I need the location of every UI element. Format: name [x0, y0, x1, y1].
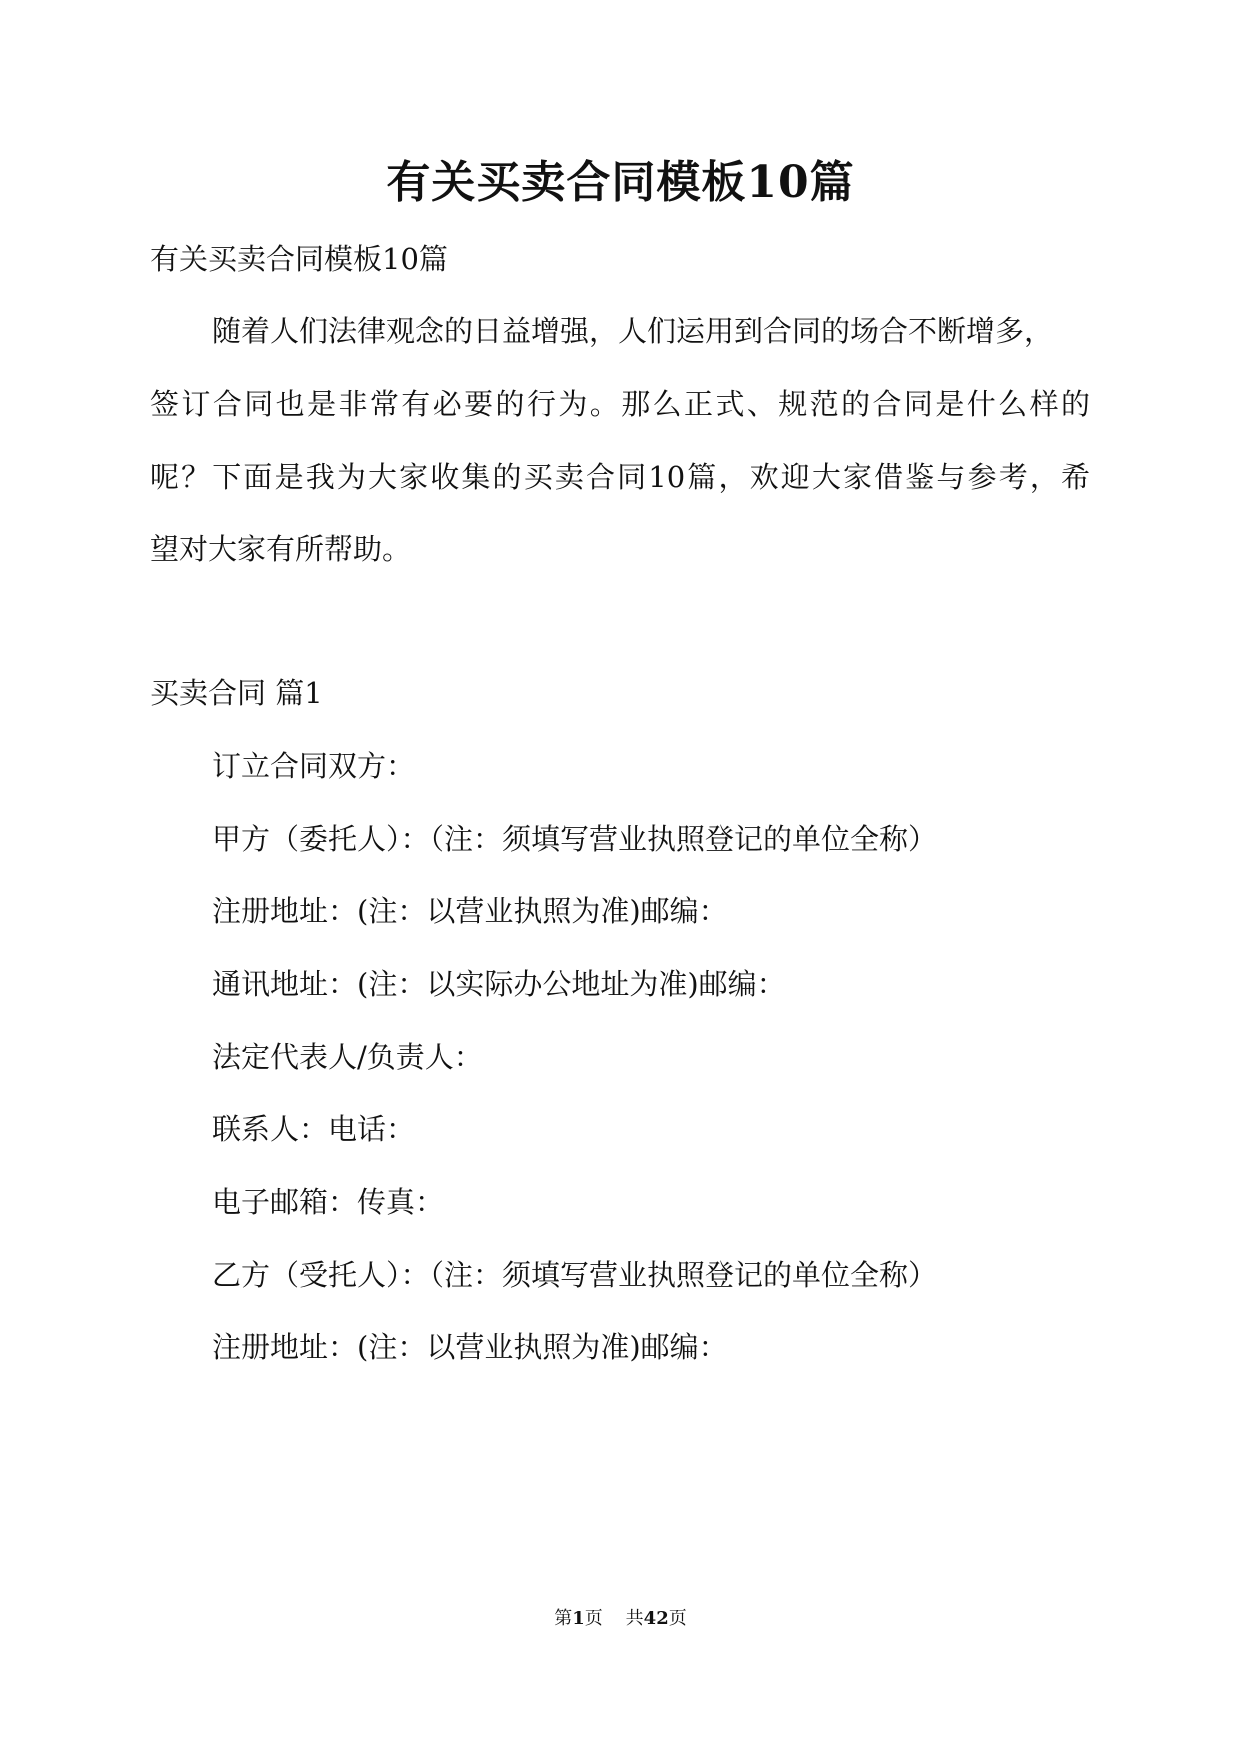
page-footer [0, 1606, 1241, 1632]
intro-line-3: 呢？下面是我为大家收集的买卖合同10篇，欢迎大家借鉴与参考，希 [150, 460, 1090, 494]
footer-page-mid: 页 共 [584, 1608, 644, 1629]
document-subtitle: 有关买卖合同模板10篇 [150, 242, 448, 276]
document-title: 有关买卖合同模板10篇 [386, 157, 855, 208]
body-line: 注册地址：(注：以营业执照为准)邮编： [212, 894, 728, 928]
footer-page-current: 1 [572, 1608, 585, 1629]
body-line: 通讯地址：(注：以实际办公地址为准)邮编： [212, 967, 786, 1001]
body-line: 订立合同双方： [212, 749, 416, 783]
intro-line-2: 签订合同也是非常有必要的行为。那么正式、规范的合同是什么样的 [150, 387, 1090, 421]
body-line: 甲方（委托人）：（注：须填写营业执照登记的单位全称） [212, 822, 938, 856]
footer-page-suffix: 页 [668, 1608, 687, 1629]
intro-line-4: 望对大家有所帮助。 [150, 532, 412, 566]
body-line: 电子邮箱：传真： [212, 1185, 445, 1219]
section-heading: 买卖合同 篇1 [150, 676, 323, 710]
footer-page-total: 42 [643, 1608, 669, 1629]
intro-line-1: 随着人们法律观念的日益增强，人们运用到合同的场合不断增多， [212, 314, 1054, 348]
body-line: 注册地址：(注：以营业执照为准)邮编： [212, 1330, 728, 1364]
footer-page-prefix: 第 [554, 1608, 573, 1629]
body-line: 联系人：电话： [212, 1112, 416, 1146]
body-line: 乙方（受托人）：（注：须填写营业执照登记的单位全称） [212, 1258, 938, 1292]
body-line: 法定代表人/负责人： [212, 1040, 483, 1074]
